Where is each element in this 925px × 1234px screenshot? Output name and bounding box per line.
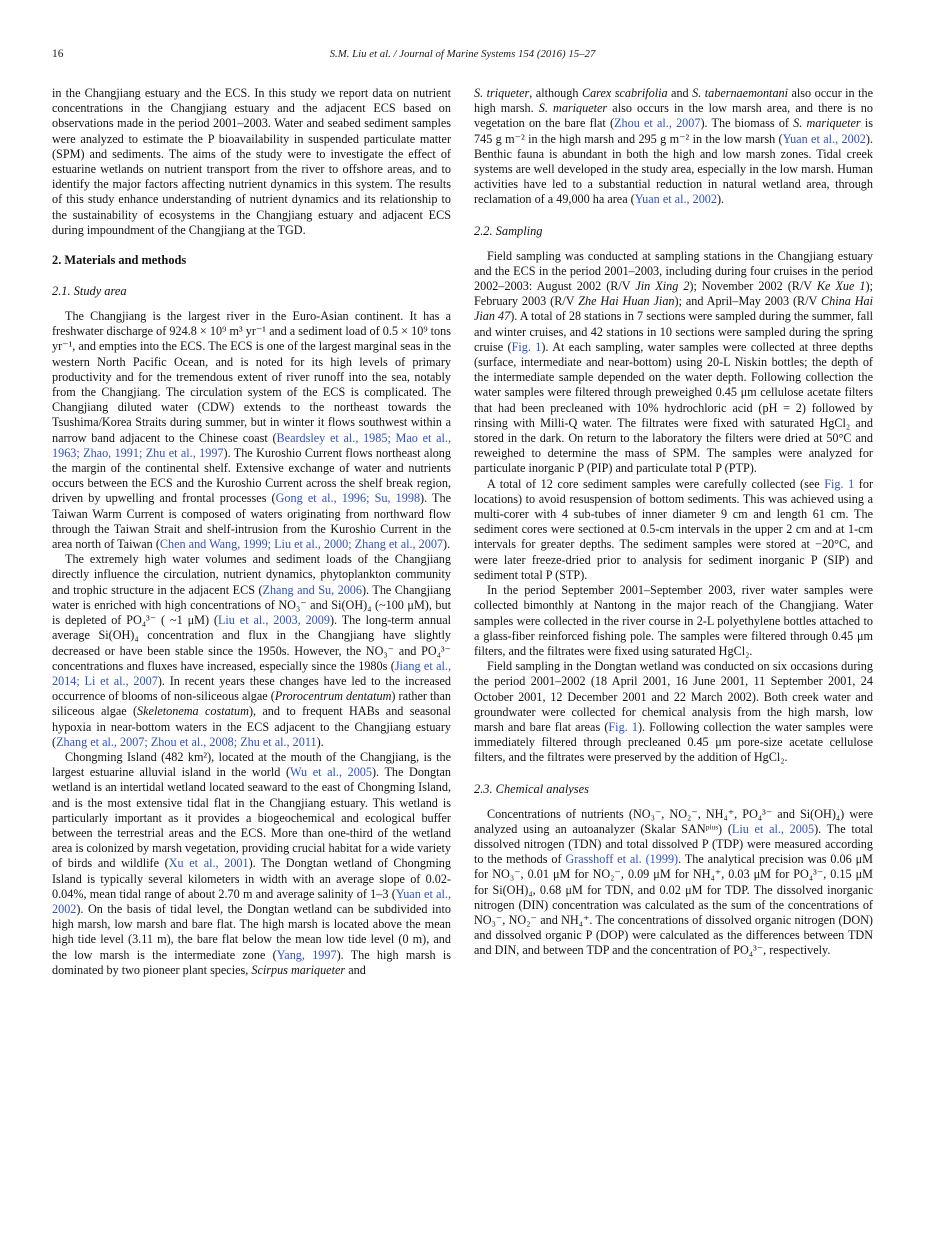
italic-name: Skeletonema costatum — [137, 704, 249, 719]
citation-link[interactable]: Yuan et al., 2002 — [52, 886, 451, 916]
page-number: 16 — [52, 48, 64, 60]
italic-name: Jin Xing 2 — [635, 279, 690, 294]
citation-link[interactable]: Chen and Wang, 1999; Liu et al., 2000; Zhang et al., 2007 — [159, 537, 444, 552]
italic-name: Ke Xue 1 — [816, 279, 866, 294]
citation-link[interactable]: Yuan et al., 2002 — [634, 192, 717, 207]
citation-link[interactable]: Zhang and Su, 2006 — [262, 582, 362, 597]
citation-link[interactable]: Yuan et al., 2002 — [782, 131, 866, 146]
paragraph: S. triqueter, although Carex scabrifolia and S. tabernaemontani also occur in the high marsh. S. mariqueter also occurs in the low marsh area, and there is no vegetation on the bare flat (Zhou et al., 2007). The biomass of S. mariqueter is 745 g m⁻² in the high marsh and 295 g m⁻² in the low marsh (Yuan et al., 2002). Benthic fauna is abundant in both the high and low marsh zones. Tidal creek systems are well developed in the study area, especially in the low marsh. Human activities have led to a substantial reduction in natural wetland area, through reclamation of a 49,000 ha area (Yuan et al., 2002). — [474, 86, 874, 207]
paragraph: A total of 12 core sediment samples were carefully collected (see Fig. 1 for locations) to avoid resuspension of bottom sediments. This was achieved using a multi-corer with 4 sub-tubes of inner diameter 9 cm and length 61 cm. The sediment cores were sectioned at 0.5-cm intervals in the upper 2 cm and at 1-cm intervals for greater depths. The sediment samples were stored at −20°C, and were later freeze-dried prior to analysis for sediment inorganic P (SIP) and sediment total P (STP). — [474, 476, 874, 582]
citation-link[interactable]: Liu et al., 2005 — [731, 821, 815, 836]
citation-link[interactable]: Beardsley et al., 1985; Mao et al., 1963; Zhao, 1991; Zhu et al., 1997 — [52, 430, 452, 460]
citation-link[interactable]: Fig. 1 — [511, 339, 542, 354]
italic-name: Carex scabrifolia — [581, 86, 668, 100]
citation-link[interactable]: Fig. 1 — [608, 719, 638, 734]
left-column — [52, 86, 451, 978]
italic-name: China Hai Jian 47 — [474, 294, 873, 324]
two-column-body — [52, 86, 873, 978]
right-column — [474, 86, 873, 978]
paragraph: In the period September 2001–September 2003, river water samples were collected bimonthly at Nantong in the major reach of the Changjiang. Water samples were collected in the river course in 2-L polyethylene bottles attached to a glass-fiber reinforced fishing pole. The samples were filtered through 0.45 μm filters, and the filtrates were fixed using saturated HgCl₂. — [474, 583, 873, 658]
subsection-heading: 2.1. Study area — [52, 284, 127, 299]
paragraph: The extremely high water volumes and sediment loads of the Changjiang directly influence the circulation, nutrient dynamics, phytoplankton community and trophic structure in the adjacent ECS (Zhang and Su, 2006). The Changjiang water is enriched with high concentrations of NO₃⁻ and Si(OH)₄ (~100 μM), but is depleted of PO₄³⁻ ( ~1 μM) (Liu et al., 2003, 2009). The long-term annual average Si(OH)₄ concentration and flux in the Changjiang have slightly decreased or have been stable since the 1950s. However, the NO₃⁻ and PO₄³⁻ concentrations and fluxes have increased, especially since the 1980s (Jiang et al., 2014; Li et al., 2007). In recent years these changes have led to the increased occurrence of blooms of non-siliceous algae (Prorocentrum dentatum) rather than siliceous algae (Skeletonema costatum), and to frequent HABs and seasonal hypoxia in near-bottom waters in the ECS adjacent to the Changjiang estuary (Zhang et al., 2007; Zhou et al., 2008; Zhu et al., 2011). — [52, 552, 452, 749]
paragraph: Field sampling was conducted at sampling stations in the Changjiang estuary and the ECS in the period 2001–2003, including during four cruises in the period 2002–2003: August 2002 (R/V Jin Xing 2); November 2002 (R/V Ke Xue 1); February 2003 (R/V Zhe Hai Huan Jian); and April–May 2003 (R/V China Hai Jian 47). A total of 28 stations in 7 sections were sampled during the summer, fall and winter cruises, and 42 stations in 10 sections were sampled during the spring cruise (Fig. 1). At each sampling, water samples were collected at three depths (surface, intermediate and near-bottom) using 20-L Niskin bottles; the depth of the intermediate sample depended on the water depth. Following collection the water samples were filtered through preweighed 0.45 μm cellulose acetate filters that had been precleaned with 10% hydrochloric acid (pH = 2) followed by rinsing with Milli-Q water. The filtrates were fixed with saturated HgCl₂ and stored in the dark. On return to the laboratory the filters were dried at 50°C and reweighed to determine the mass of SPM. The samples were analyzed for particulate inorganic P (PIP) and particulate total P (PTP). — [474, 248, 873, 476]
subsection-heading: 2.3. Chemical analyses — [474, 781, 589, 796]
citation-link[interactable]: Xu et al., 2001 — [168, 856, 249, 871]
page-header — [52, 48, 873, 64]
citation-link[interactable]: Grasshoff et al. (1999) — [565, 852, 679, 867]
italic-name: Scirpus mariqueter — [251, 962, 346, 977]
citation-link[interactable]: Zhou et al., 2007 — [614, 116, 701, 131]
citation-link[interactable]: Wu et al., 2005 — [290, 765, 372, 780]
paragraph: The Changjiang is the largest river in the Euro-Asian continent. It has a freshwater discharge of 924.8 × 10⁹ m³ yr⁻¹ and a sediment load of 0.5 × 10⁹ tons yr⁻¹, and empties into the ECS. The ECS is one of the largest marginal seas in the western North Pacific Ocean, and is noted for its high levels of primary productivity and for the tremendous extent of river runoff into the sea, notably from the Changjiang. The circulation system of the ECS is complicated. The Changjiang diluted water (CDW) extends to the northeast towards the Tsushima/Korea Straits during summer, but in winter it flows southwest within a narrow band adjacent to the Chinese coast (Beardsley et al., 1985; Mao et al., 1963; Zhao, 1991; Zhu et al., 1997). The Kuroshio Current flows northeast along the margin of the continental shelf. Extensive exchange of water and nutrients occurs between the ECS and the Kuroshio Current across the shelf break region, driven by upwelling and frontal processes (Gong et al., 1996; Su, 1998). The Taiwan Warm Current is composed of waters originating from northward flow through the Taiwan Strait and shelf-intrusion from the Kuroshio Current in the area north of Taiwan (Chen and Wang, 1999; Liu et al., 2000; Zhang et al., 2007). — [52, 309, 452, 552]
citation-link[interactable]: Zhang et al., 2007; Zhou et al., 2008; Zhu et al., 2011 — [56, 734, 317, 749]
citation-link[interactable]: Liu et al., 2003, 2009 — [217, 613, 330, 628]
citation-link[interactable]: Fig. 1 — [824, 476, 855, 491]
running-head: S.M. Liu et al. / Journal of Marine Systems 154 (2016) 15–27 — [329, 48, 596, 60]
paragraph: Concentrations of nutrients (NO₃⁻, NO₂⁻, NH₄⁺, PO₄³⁻ and Si(OH)₄) were analyzed using an autoanalyzer (Skalar SANᵖˡᵘˢ) (Liu et al., 2005). The total dissolved nitrogen (TDN) and total dissolved P (TDP) were measured according to the methods of Grasshoff et al. (1999). The analytical precision was 0.06 μM for NO₃⁻, 0.01 μM for NO₂⁻, 0.09 μM for NH₄⁺, 0.03 μM for PO₄³⁻, 0.15 μM for Si(OH)₄, 0.68 μM for TDN, and 0.02 μM for TDP. The dissolved inorganic nitrogen (DIN) concentration was calculated as the sum of the concentrations of NO₃⁻, NO₂⁻ and NH₄⁺. The concentrations of dissolved organic nitrogen (DON) and dissolved organic P (DOP) were calculated as the differences between TDN and DIN, and between TDP and the concentration of PO₄³⁻, respectively. — [474, 806, 874, 958]
paragraph: Field sampling in the Dongtan wetland was conducted on six occasions during the period 2001–2002 (18 April 2001, 16 June 2001, 11 September 2001, 24 October 2001, 12 December 2001 and 22 March 2002). Both creek water and groundwater were collected for chemical analysis from the high marsh, low marsh and bare flat areas (Fig. 1). Following collection the water samples were immediately filtered through precleaned 0.45 μm pore-size acetate cellulose filters, and the filtrates were preserved by the addition of HgCl₂. — [474, 659, 873, 765]
italic-name: S. mariqueter — [793, 116, 861, 131]
citation-link[interactable]: Jiang et al., 2014; Li et al., 2007 — [52, 658, 451, 688]
italic-name: S. mariqueter — [538, 101, 608, 116]
subsection-heading: 2.2. Sampling — [474, 223, 543, 238]
section-heading: 2. Materials and methods — [52, 253, 187, 268]
paragraph: Chongming Island (482 km²), located at the mouth of the Changjiang, is the largest estuarine alluvial island in the world (Wu et al., 2005). The Dongtan wetland is an intertidal wetland located seaward to the east of Chongming Island, and is the most extensive tidal flat in the Changjiang estuary. This wetland is particularly important as it provides a biogeochemical and ecological buffer between the terrestrial areas and the ECS. More than one-third of the wetland area is colonized by marsh vegetation, providing crucial habitat for a wide variety of birds and wildlife (Xu et al., 2001). The Dongtan wetland of Chongming Island is typically several kilometers in width with an average slope of 0.02-0.04%, mean tidal range of about 2.70 m and average salinity of 1–3 (Yuan et al., 2002). On the basis of tidal level, the Dongtan wetland can be subdivided into high marsh, low marsh and bare flat. The high marsh is located above the mean high tide level (3.11 m), the bare flat below the mean low tide level (0 m), and the low marsh is the intermediate zone (Yang, 1997). The high marsh is dominated by two pioneer plant species, Scirpus mariqueter and — [52, 749, 451, 977]
italic-name: S. tabernaemontani — [692, 86, 789, 100]
citation-link[interactable]: Yang, 1997 — [276, 947, 337, 962]
italic-name: S. triqueter — [474, 86, 530, 100]
paragraph: in the Changjiang estuary and the ECS. In this study we report data on nutrient concentrations in the Changjiang estuary and the adjacent ECS based on observations made in the period 2001–2003. Water and seabed sediment samples were analyzed to estimate the P bioavailability in suspended particulate matter (SPM) and sediments. The aims of the study were to investigate the effect of estuarine wetlands on nutrient transport from the river to offshore areas, and to identify the major factors affecting nutrient dynamics in this system. The results of this study enhance understanding of nutrient dynamics and its relationship to the sustainability of ecosystems in the Changjiang estuary and adjacent ECS during impoundment of the Changjiang at the TGD. — [52, 86, 451, 237]
citation-link[interactable]: Gong et al., 1996; Su, 1998 — [275, 491, 421, 506]
italic-name: Zhe Hai Huan Jian — [578, 294, 675, 309]
italic-name: Prorocentrum dentatum — [274, 689, 392, 704]
